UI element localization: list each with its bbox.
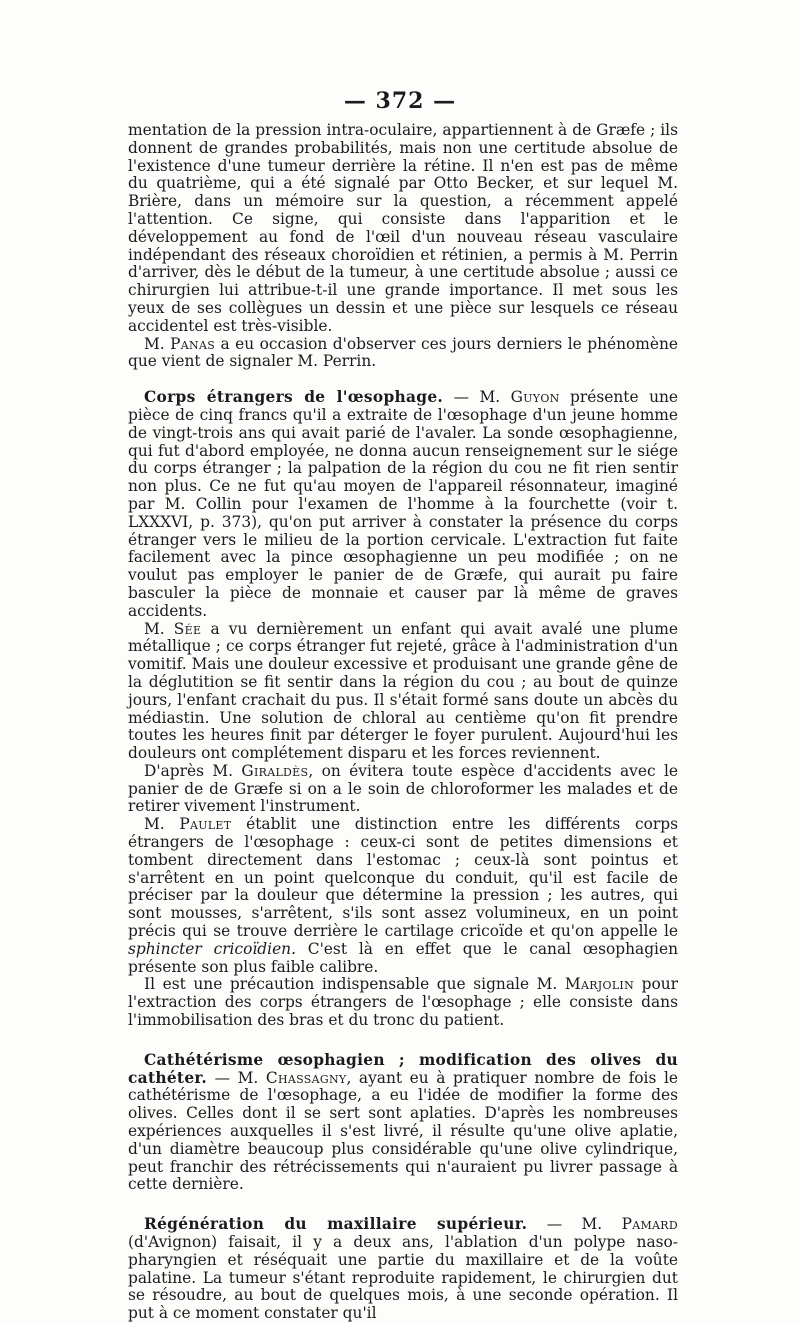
italic-term: sphincter cricoïdien.	[128, 939, 296, 958]
author-name: Giraldès	[241, 761, 309, 780]
author-name: Guyon	[510, 388, 560, 407]
paragraph-panas: M. Panas a eu occasion d'observer ces jours derniers le phénomène que vient de signaler M. Perrin.	[128, 334, 679, 371]
author-name: Marjolin	[564, 975, 634, 994]
section-heading: Corps étrangers de l'œsophage.	[144, 388, 444, 407]
author-name: Panas	[170, 334, 216, 353]
section-heading: Cathétérisme œsophagien ; modification des olives du cathéter.	[128, 1050, 678, 1087]
page-body	[128, 122, 678, 1323]
section-heading: Régénération du maxillaire supérieur.	[144, 1215, 528, 1234]
section-corps-etrangers: Corps étrangers de l'œsophage. — M. Guyon présente une pièce de cinq francs qu'il a extraite de l'œsophage d'un jeune homme de vingt-trois ans qui avait parié de l'avaler. La sonde œsophagienne, qui fut d'abord employée, ne donna aucun renseignement sur le siége du corps étranger ; la palpation de la région du cou ne fit rien sentir non plus. Ce ne fut qu'au moyen de l'appareil résonnateur, imaginé par M. Collin pour l'examen de l'homme à la fourchette (voir t. LXXXVI, p. 373), qu'on put arriver à constater la présence du corps étranger vers le milieu de la portion cervicale. L'extraction fut faite facilement avec la pince œsophagienne un peu modifiée ; on ne voulut pas employer le panier de de Græfe, qui aurait pu faire basculer la pièce de monnaie et causer par là même de graves accidents.	[128, 388, 679, 620]
paragraph-marjolin: Il est une précaution indispensable que signale M. Marjolin pour l'extraction des corps étrangers de l'œsophage ; elle consiste dans l'immobilisation des bras et du tronc du patient.	[128, 975, 678, 1030]
author-name: Pamard	[621, 1215, 678, 1234]
section-regeneration: Régénération du maxillaire supérieur. — M. Pamard (d'Avignon) faisait, il y a deux ans, l'ablation d'un polype naso-pharyngien et réséquait une partie du maxillaire et de la voûte palatine. La tumeur s'étant reproduite rapidement, le chirurgien dut se résoudre, au bout de quelques mois, à une seconde opération. Il put à ce moment constater qu'il	[128, 1215, 678, 1323]
paragraph-paulet: M. Paulet établit une distinction entre les différents corps étrangers de l'œsophage : ceux-ci sont de petites dimensions et tombent directement dans l'estomac ; ceux-là sont pointus et s'arrêtent en un point quelconque du conduit, qu'il est facile de préciser par la douleur que détermine la pression ; les autres, qui sont mousses, s'arrêtent, s'ils sont assez volumineux, en un point précis qui se trouve derrière le cartilage cricoïde et qu'on appelle le sphincter cricoïdien. C'est là en effet que le canal œsophagien présente son plus faible calibre.	[128, 815, 679, 976]
author-name: Paulet	[179, 815, 232, 834]
page-number: — 372 —	[343, 88, 457, 114]
author-name: Sée	[173, 619, 202, 638]
paragraph-see: M. Sée a vu dernièrement un enfant qui avait avalé une plume métallique ; ce corps étranger fut rejeté, grâce à l'administration d'un vomitif. Mais une douleur excessive et produisant une grande gêne de la déglutition se fit sentir dans la région du cou ; au bout de quinze jours, l'enfant crachait du pus. Il s'était formé sans doute un abcès du médiastin. Une solution de chloral au centième qu'on fit prendre toutes les heures finit par déterger le foyer purulent. Aujourd'hui les douleurs ont complétement disparu et les forces reviennent.	[128, 619, 678, 763]
paragraph-giraldes: D'après M. Giraldès, on évitera toute espèce d'accidents avec le panier de de Græfe si on a le soin de chloroformer les malades et de retirer vivement l'instrument.	[128, 761, 678, 816]
author-name: Chassagny	[265, 1068, 347, 1087]
paragraph-continuation: mentation de la pression intra-oculaire, appartiennent à de Græfe ; ils donnent de grandes probabilités, mais non une certitude absolue de l'existence d'une tumeur derrière la rétine. Il n'en est pas de même du quatrième, qui a été signalé par Otto Becker, et sur lequel M. Brière, dans un mémoire sur la question, a récemment appelé l'attention. Ce signe, qui consiste dans l'apparition et le développement au fond de l'œil d'un nouveau réseau vasculaire indépendant des réseaux choroïdien et rétinien, a permis à M. Perrin d'arriver, dès le début de la tumeur, à une certitude absolue ; aussi ce chirurgien lui attribue-t-il une grande importance. Il met sous les yeux de ses collègues un dessin et une pièce sur lesquels ce réseau accidentel est très-visible.	[128, 121, 678, 335]
section-catheterisme: Cathétérisme œsophagien ; modification des olives du cathéter. — M. Chassagny, ayant eu à pratiquer nombre de fois le cathétérisme de l'œsophage, a eu l'idée de modifier la forme des olives. Celles dont il se sert sont aplaties. D'après les nombreuses expériences auxquelles il s'est livré, il résulte qu'une olive aplatie, d'un diamètre beaucoup plus considérable qu'une olive cylindrique, peut franchir des rétrécissements qui n'auraient pu livrer passage à cette dernière.	[128, 1050, 678, 1194]
